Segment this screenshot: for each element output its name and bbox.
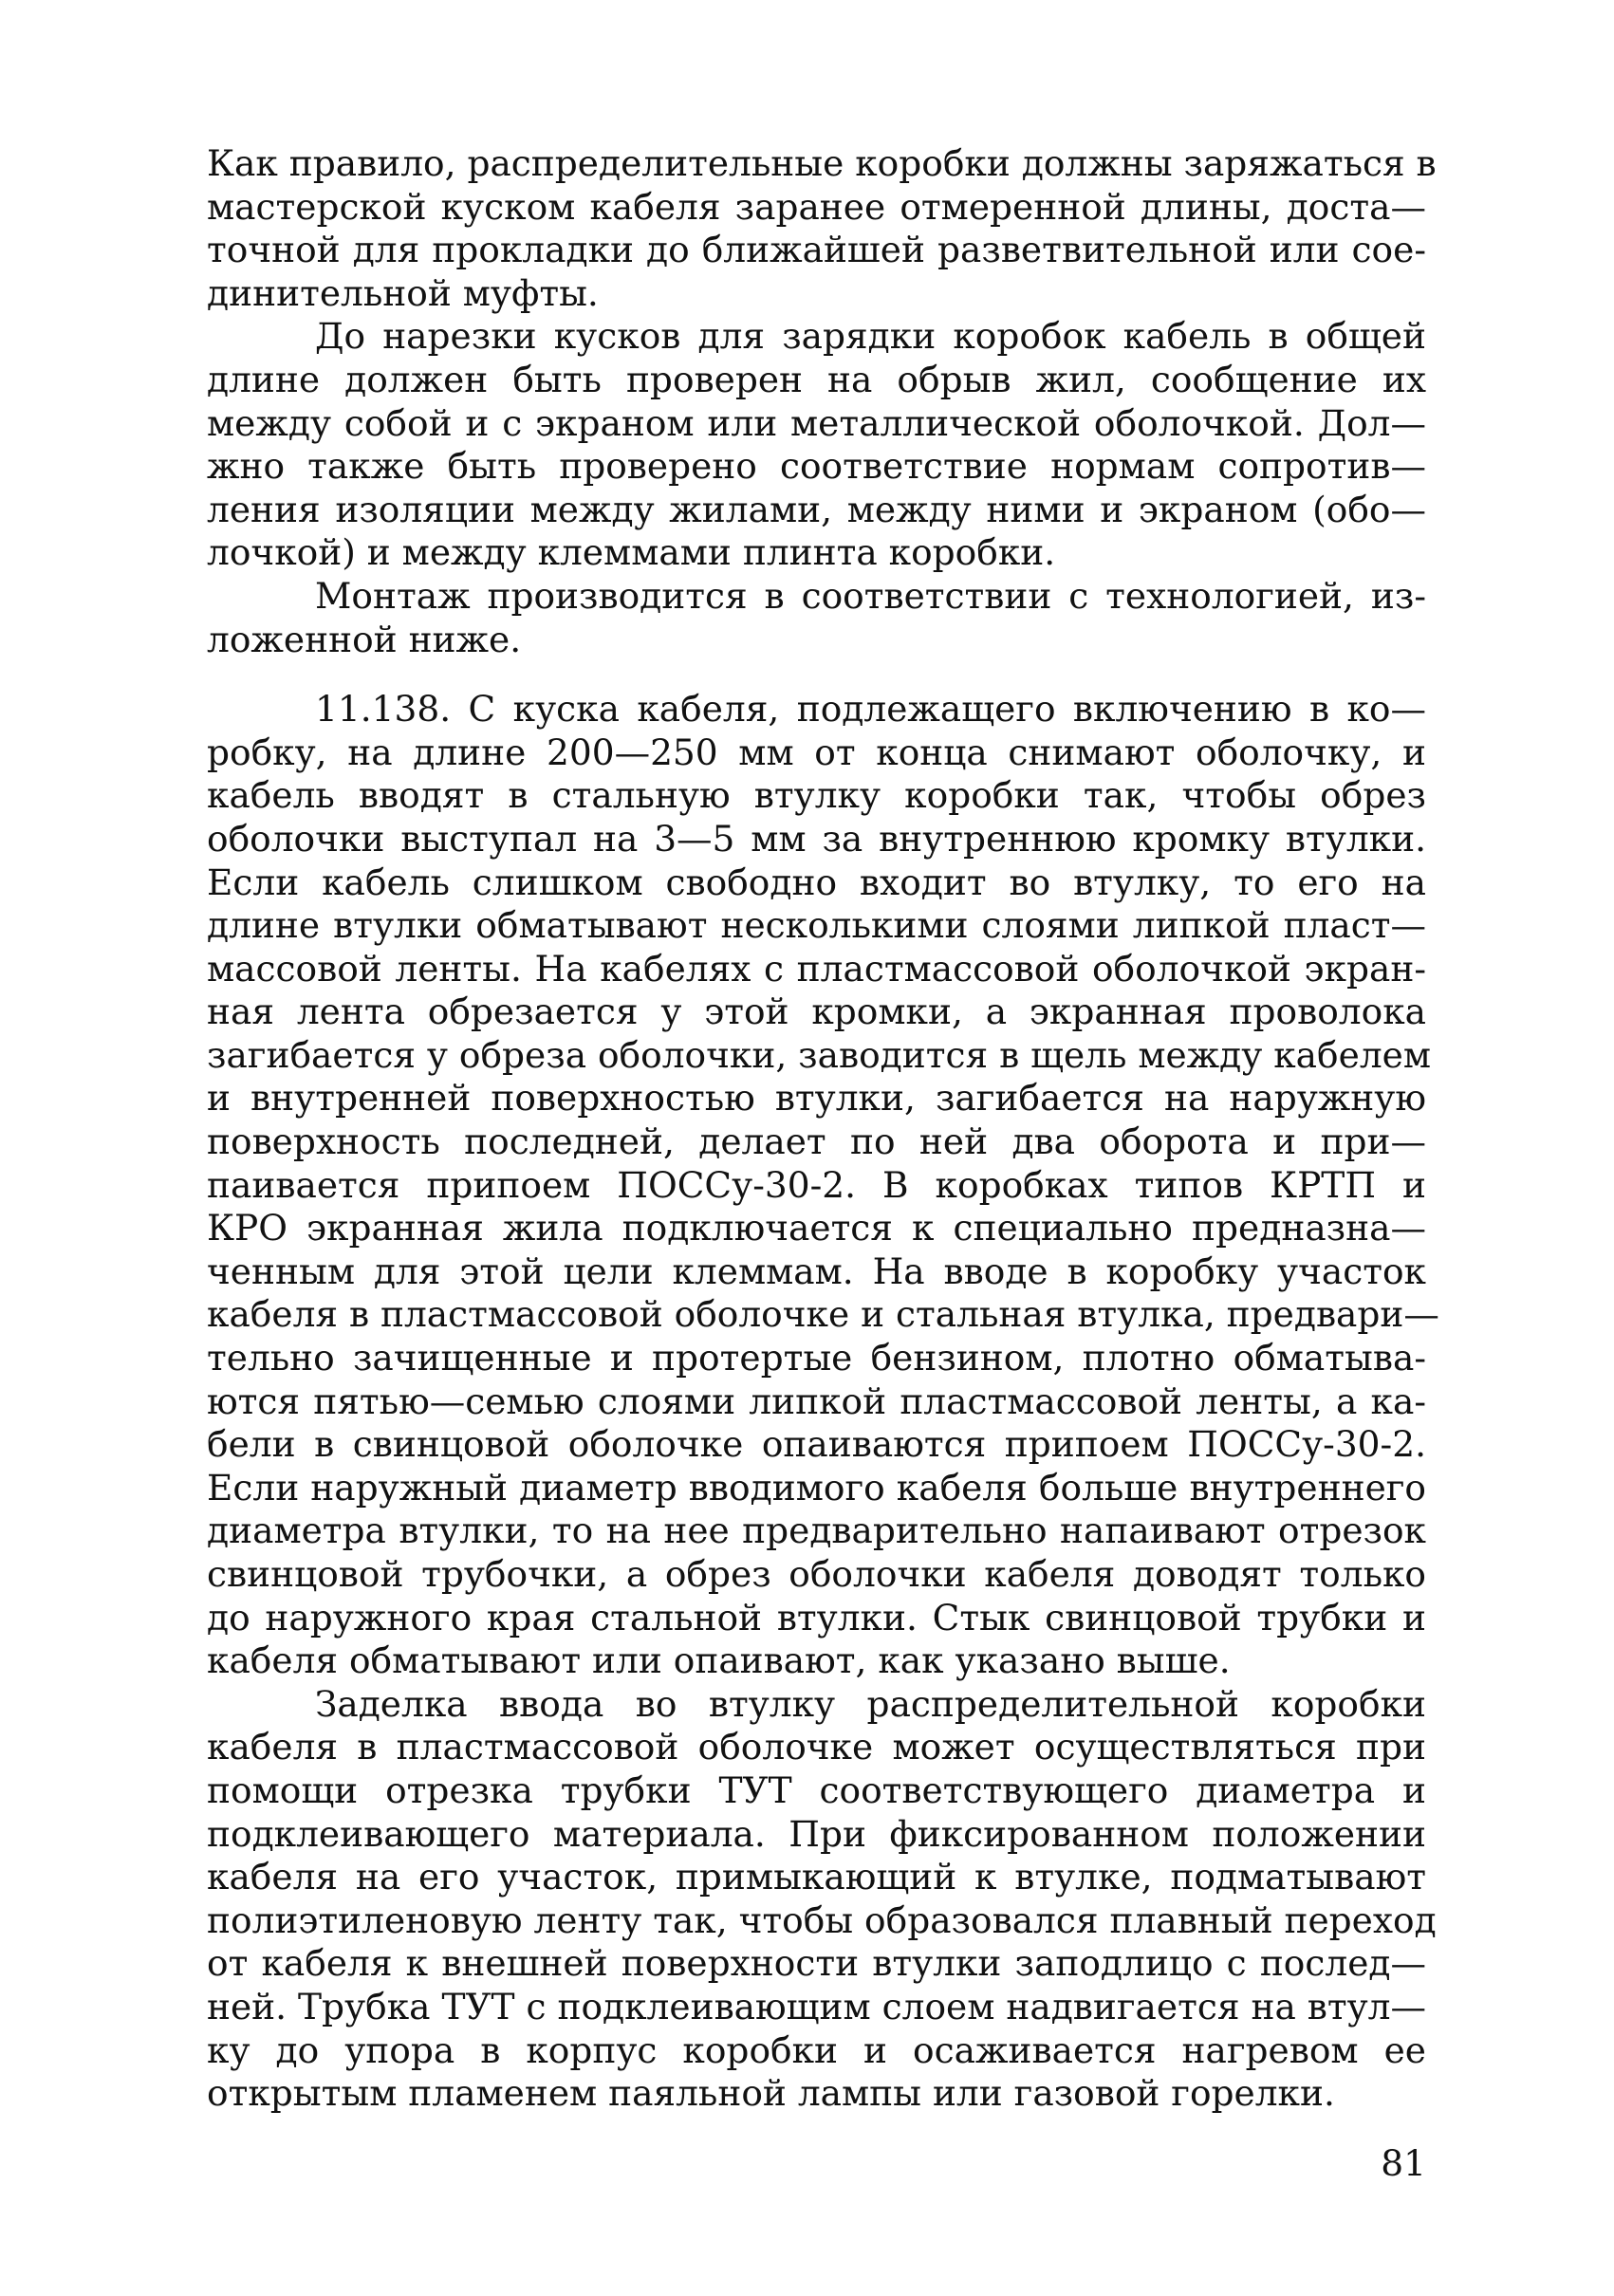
text-line: загибается у обреза оболочки, заводится в щель между кабелем: [207, 1033, 1431, 1076]
text-line: До нарезки кусков для зарядки коробок кабель в общей: [315, 315, 1426, 358]
text-line: Заделка ввода во втулку распределительной коробки: [315, 1682, 1426, 1725]
text-line: открытым пламенем паяльной лампы или газовой горелки.: [207, 2072, 1335, 2115]
text-line: диаметра втулки, то на нее предварительно напаивают отрезок: [207, 1509, 1426, 1552]
text-line: кабеля в пластмассовой оболочке может осуществляться при: [207, 1726, 1426, 1768]
page-number: 81: [1381, 2142, 1426, 2184]
text-line: ченным для этой цели клеммам. На вводе в коробку участок: [207, 1250, 1426, 1292]
text-line: между собой и с экраном или металлической оболочкой. Дол—: [207, 401, 1426, 444]
text-line: лочкой) и между клеммами плинта коробки.: [207, 531, 1056, 574]
text-line: помощи отрезка трубки ТУТ соответствующего диаметра и: [207, 1768, 1426, 1811]
text-line: ная лента обрезается у этой кромки, а экранная проволока: [207, 991, 1426, 1033]
text-line: паивается припоем ПОССу-30-2. В коробках типов КРТП и: [207, 1163, 1426, 1206]
text-line: кабеля на его участок, примыкающий к втулке, подматывают: [207, 1856, 1426, 1898]
text-line: тельно зачищенные и протертые бензином, плотно обматыва-: [207, 1337, 1426, 1379]
text-line: кабель вводят в стальную втулку коробки так, чтобы обрез: [207, 774, 1426, 817]
text-line: мастерской куском кабеля заранее отмеренной длины, доста—: [207, 185, 1426, 228]
text-line: длине втулки обматывают несколькими слоями липкой пласт—: [207, 904, 1426, 947]
text-line: свинцовой трубочки, а обрез оболочки кабеля доводят только: [207, 1553, 1426, 1595]
text-line: ней. Трубка ТУТ с подклеивающим слоем надвигается на втул—: [207, 1985, 1426, 2028]
text-line: динительной муфты.: [207, 271, 599, 314]
text-line: кабеля обматывают или опаивают, как указано выше.: [207, 1639, 1231, 1682]
text-line: точной для прокладки до ближайшей разветвительной или сое-: [207, 229, 1426, 271]
text-line: робку, на длине 200—250 мм от конца снимают оболочку, и: [207, 731, 1426, 773]
text-line: КРО экранная жила подключается к специально предназна—: [207, 1207, 1426, 1250]
text-line: Как правило, распределительные коробки должны заряжаться в: [207, 142, 1437, 184]
text-line: от кабеля к внешней поверхности втулки заподлицо с послед—: [207, 1942, 1426, 1985]
text-line: поверхность последней, делает по ней два оборота и при—: [207, 1120, 1426, 1163]
text-line: ления изоляции между жилами, между ними и экраном (обо—: [207, 488, 1426, 530]
text-line: ложенной ниже.: [207, 618, 522, 660]
text-line: подклеивающего материала. При фиксированном положении: [207, 1812, 1426, 1855]
text-line: бели в свинцовой оболочке опаиваются припоем ПОССу-30-2.: [207, 1423, 1426, 1466]
text-line: длине должен быть проверен на обрыв жил, сообщение их: [207, 358, 1426, 400]
text-line: и внутренней поверхностью втулки, загибается на наружную: [207, 1077, 1426, 1120]
text-line: массовой ленты. На кабелях с пластмассовой оболочкой экран-: [207, 947, 1426, 990]
text-line: до наружного края стальной втулки. Стык свинцовой трубки и: [207, 1596, 1426, 1639]
text-line: 11.138. С куска кабеля, подлежащего включению в ко—: [315, 688, 1426, 731]
text-line: кабеля в пластмассовой оболочке и стальная втулка, предвари—: [207, 1293, 1439, 1336]
text-line: Если кабель слишком свободно входит во втулку, то его на: [207, 861, 1426, 903]
text-line: полиэтиленовую ленту так, чтобы образовался плавный переход: [207, 1898, 1437, 1941]
text-line: жно также быть проверено соответствие нормам сопротив—: [207, 445, 1426, 488]
text-line: Если наружный диаметр вводимого кабеля больше внутреннего: [207, 1466, 1426, 1509]
text-line: Монтаж производится в соответствии с технологией, из-: [315, 574, 1426, 617]
body-text: [207, 142, 1439, 2116]
paragraph-gap: [207, 661, 1426, 688]
text-line: ку до упора в корпус коробки и осаживается нагревом ее: [207, 2028, 1426, 2071]
text-line: ются пятью—семью слоями липкой пластмассовой ленты, а ка-: [207, 1379, 1426, 1422]
text-line: оболочки выступал на 3—5 мм за внутреннюю кромку втулки.: [207, 817, 1426, 860]
